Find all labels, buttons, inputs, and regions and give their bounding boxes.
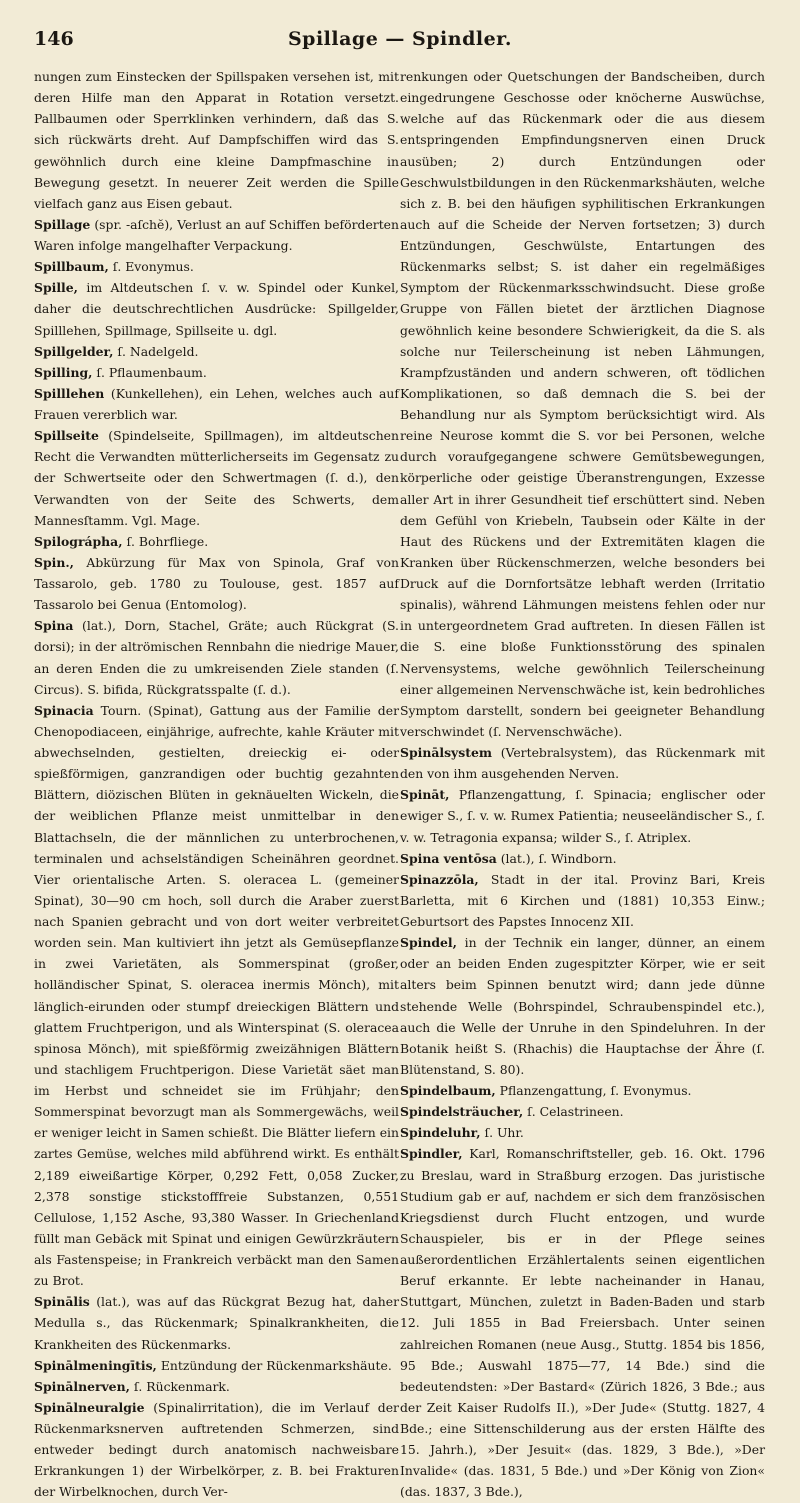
entry-text: im Altdeutschen ſ. v. w. Spindel oder Kunkel, daher die deutschrechtlichen Ausdrücke: Spillgelder, Spilllehen, Spillmage, Spillseite u. dgl. <box>34 280 399 338</box>
entry-headword: Spillseite <box>34 428 99 444</box>
dictionary-entry <box>34 552 399 615</box>
entry-headword: Spindelbaum, <box>400 1083 496 1098</box>
entry-text: (spr. -aſchĕ), Verlust an auf Schiffen beförderten Waren infolge mangelhafter Verpackung. <box>34 216 399 253</box>
entry-headword: Spinālneuralgie <box>34 1399 145 1415</box>
dictionary-entry <box>400 848 765 869</box>
dictionary-entry <box>34 1291 399 1354</box>
dictionary-entry <box>34 1355 399 1376</box>
dictionary-entry <box>34 615 399 700</box>
dictionary-entry <box>400 1143 765 1502</box>
running-title: Spillage — Spindler. <box>287 28 513 50</box>
dictionary-entry <box>34 256 399 277</box>
right-column <box>400 66 765 1503</box>
entry-headword: Spillage <box>34 216 91 232</box>
entry-headword: Spindeluhr, <box>400 1125 481 1141</box>
entry-text: Entzündung der Rückenmarkshäute. <box>156 1357 392 1373</box>
entry-text: Abkürzung für Max von Spinola, Graf von Tassarolo, geb. 1780 zu Toulouse, gest. 1857 auf Tassarolo bei Genua (Entomolog). <box>34 554 399 613</box>
dictionary-entry <box>34 383 399 425</box>
entry-headword: Spille, <box>34 280 78 296</box>
page-number: 146 <box>34 28 74 50</box>
page-header <box>34 28 766 58</box>
continued-text <box>400 66 765 742</box>
entry-text: (Kunkellehen), ein Lehen, welches auch auf Frauen vererblich war. <box>34 385 399 422</box>
entry-text: ſ. Evonymus. <box>108 259 194 275</box>
dictionary-entry <box>400 742 765 784</box>
dictionary-entry <box>34 700 399 1292</box>
entry-headword: Spina ventōsa <box>400 850 497 866</box>
entry-headword: Spin., <box>34 554 74 570</box>
entry-headword: Spillgelder, <box>34 343 114 359</box>
entry-headword: Spināt, <box>400 787 450 803</box>
dictionary-entry <box>34 277 399 340</box>
dictionary-entry <box>34 214 399 256</box>
dictionary-entry <box>400 1101 765 1122</box>
entry-headword: Spindler, <box>400 1146 463 1162</box>
entry-text: Stadt in der ital. Provinz Bari, Kreis Barletta, mit 6 Kirchen und (1881) 10,353 Einw.; Geburtsort des Papstes Innocenz XII. <box>400 871 765 929</box>
entry-headword: Spinālmeningītis, <box>34 1357 157 1373</box>
entry-text: Karl, Romanschriftsteller, geb. 16. Okt. 1796 zu Breslau, ward in Straßburg erzogen. Das juristische Studium gab er auf, nachdem er sich dem französischen Kriegsdienst durch Flucht entzogen, und wurde Schauspieler, bis er in der Pflege seines außerordentlichen Erzählertalents seinen eigentlichen Beruf erkannte. Er lebte nacheinander in Hanau, Stuttgart, München, zuletzt in Baden-Baden und starb 12. Juli 1855 in Bad Freiersbach. Unter seinen zahlreichen Romanen (neue Ausg., Stuttg. 1854 bis 1856, 95 Bde.; Auswahl 1875—77, 14 Bde.) sind die bedeutendsten: »Der Bastard« (Zürich 1826, 3 Bde.; aus der Zeit Kaiser Rudolfs II.), »Der Jude« (Stuttg. 1827, 4 Bde.; eine Sittenschilderung aus der ersten Hälfte des 15. Jahrh.), »Der Jesuit« (das. 1829, 3 Bde.), »Der Invalide« (das. 1831, 5 Bde.) und »Der König von Zion« (das. 1837, 3 Bde.), <box>400 1146 765 1500</box>
entry-text: (Spinalirritation), die im Verlauf der Rückenmarksnerven auftretenden Schmerzen, sind entweder bedingt durch anatomisch nachweisbare Erkrankungen 1) der Wirbelkörper, z. B. bei Frakturen der Wirbelknochen, durch Ver- <box>34 1399 399 1500</box>
entry-headword: Spinacia <box>34 702 94 718</box>
entry-text: ſ. Celastrineen. <box>523 1104 624 1120</box>
entry-text: (Vertebralsystem), das Rückenmark mit den von ihm ausgehenden Nerven. <box>400 745 765 782</box>
entry-headword: Spindel, <box>400 935 457 951</box>
dictionary-entry <box>34 341 399 362</box>
dictionary-entry <box>34 1376 399 1397</box>
entry-headword: Spindelsträucher, <box>400 1104 524 1120</box>
entry-text: ſ. Pflaumenbaum. <box>92 364 207 380</box>
entry-text: (lat.), Dorn, Stachel, Gräte; auch Rückgrat (S. dorsi); in der altrömischen Rennbahn die niedrige Mauer, an deren Enden die zu umkreisenden Ziele standen (ſ. Circus). S. bifida, Rückgratsspalte (ſ. d.). <box>34 618 399 697</box>
dictionary-entry <box>400 932 765 1080</box>
entry-headword: Spinālis <box>34 1294 90 1310</box>
entry-text: ſ. Uhr. <box>480 1125 524 1141</box>
entry-text: nungen zum Einstecken der Spillspaken versehen ist, mit deren Hilfe man den Apparat in Rotation versetzt. Pallbaumen oder Sperrklinken verhindern, daß das S. sich rückwärts dreht. Auf Dampfschiffen wird das S. gewöhnlich durch eine kleine Dampfmaschine in Bewegung gesetzt. In neuerer Zeit werden die Spille vielfach ganz aus Eisen gebaut. <box>34 69 399 211</box>
entry-headword: Spilográpha, <box>34 533 123 549</box>
entry-headword: Spilllehen <box>34 385 105 401</box>
entry-headword: Spina <box>34 618 74 634</box>
dictionary-entry <box>400 1122 765 1143</box>
entry-text: ſ. Bohrfliege. <box>122 533 209 549</box>
left-column <box>34 66 399 1503</box>
entry-text: Tourn. (Spinat), Gattung aus der Familie der Chenopodiaceen, einjährige, aufrechte, kahle Kräuter mit abwechselnden, gestielten, dreieckig ei- oder spießförmigen, ganzrandigen oder buchtig gezahnten Blättern, diözischen Blüten in geknäuelten Wickeln, die der weiblichen Pflanze meist unmittelbar in den Blattachseln, die der männlichen zu unterbrochenen, terminalen und achselständigen Scheinähren geordnet. Vier orientalische Arten. S. oleracea L. (gemeiner Spinat), 30—90 cm hoch, soll durch die Araber zuerst nach Spanien gebracht und von dort weiter verbreitet worden sein. Man kultiviert ihn jetzt als Gemüsepflanze in zwei Varietäten, als Sommerspinat (großer, holländischer Spinat, S. oleracea inermis Mönch), mit länglich-eirunden oder stumpf dreieckigen Blättern und glattem Fruchtperigon, und als Winterspinat (S. oleracea spinosa Mönch), mit spießförmig zweizähnigen Blättern und stachligem Fruchtperigon. Diese Varietät säet man im Herbst und schneidet sie im Frühjahr; den Sommerspinat bevorzugt man als Sommergewächs, weil er weniger leicht in Samen schießt. Die Blätter liefern ein zartes Gemüse, welches mild abführend wirkt. Es enthält 2,189 eiweißartige Körper, 0,292 Fett, 0,058 Zucker, 2,378 sonstige stickstofffreie Substanzen, 0,551 Cellulose, 1,152 Asche, 93,380 Wasser. In Griechenland füllt man Gebäck mit Spinat und einigen Gewürzkräutern als Fastenspeise; in Frankreich verbäckt man den Samen zu Brot. <box>34 702 399 1289</box>
entry-headword: Spilling, <box>34 364 93 380</box>
entry-text: ſ. Nadelgeld. <box>113 343 199 359</box>
entry-text: renkungen oder Quetschungen der Bandscheiben, durch eingedrungene Geschosse oder knöcherne Auswüchse, welche auf das Rückenmark oder die aus diesem entspringenden Empfindungsnerven einen Druck ausüben; 2) durch Entzündungen oder Geschwulstbildungen in den Rückenmarkshäuten, welche sich z. B. bei den häufigen syphilitischen Erkrankungen auch auf die Scheide der Nerven fortsetzen; 3) durch Entzündungen, Geschwülste, Entartungen des Rückenmarks selbst; S. ist daher ein regelmäßiges Symptom der Rückenmarksschwindsucht. Diese große Gruppe von Fällen bietet der ärztlichen Diagnose gewöhnlich keine besondere Schwierigkeit, da die S. als solche nur Teilerscheinung ist neben Lähmungen, Krampfzuständen und andern schweren, oft tödlichen Komplikationen, so daß demnach die S. bei der Behandlung nur als Symptom berücksichtigt wird. Als reine Neurose kommt die S. vor bei Personen, welche durch voraufgegangene schwere Gemütsbewegungen, körperliche oder geistige Überanstrengungen, Exzesse aller Art in ihrer Gesundheit tief erschüttert sind. Neben dem Gefühl von Kriebeln, Taubsein oder Kälte in der Haut des Rückens und der Extremitäten klagen die Kranken über Rückenschmerzen, welche besonders bei Druck auf die Dornfortsätze lebhaft werden (Irritatio spinalis), während Lähmungen meistens fehlen oder nur in untergeordnetem Grad auftreten. In diesen Fällen ist die S. eine bloße Funktionsstörung des spinalen Nervensystems, welche gewöhnlich Teilerscheinung einer allgemeinen Nervenschwäche ist, kein bedrohliches Symptom darstellt, sondern bei geeigneter Behandlung verschwindet (ſ. Nervenschwäche). <box>400 69 765 739</box>
entry-text: in der Technik ein langer, dünner, an einem oder an beiden Enden zugespitzter Körper, wie er seit alters beim Spinnen benutzt wird; dann jede dünne stehende Welle (Bohrspindel, Schraubenspindel etc.), auch die Welle der Unruhe in den Spindeluhren. In der Botanik heißt S. (Rhachis) die Hauptachse der Ähre (ſ. Blütenstand, S. 80). <box>400 935 765 1077</box>
entry-text: (lat.), was auf das Rückgrat Bezug hat, daher Medulla s., das Rückenmark; Spinalkrankheiten, die Krankheiten des Rückenmarks. <box>34 1294 399 1352</box>
entry-text: (lat.), ſ. Windborn. <box>496 850 617 866</box>
dictionary-entry <box>400 869 765 932</box>
entry-headword: Spillbaum, <box>34 259 109 275</box>
entry-text: (Spindelseite, Spillmagen), im altdeutschen Recht die Verwandten mütterlicherseits im Gegensatz zu der Schwertseite oder den Schwertmagen (ſ. d.), den Verwandten von der Seite des Schwerts, dem Mannesſtamm. Vgl. Mage. <box>34 428 399 528</box>
dictionary-entry <box>400 784 765 847</box>
continued-text <box>34 66 399 214</box>
dictionary-entry <box>34 1397 399 1503</box>
dictionary-entry <box>400 1080 765 1101</box>
entry-text: ſ. Rückenmark. <box>129 1378 230 1394</box>
entry-text: Pflanzengattung, ſ. Spinacia; englischer oder ewiger S., ſ. v. w. Rumex Patientia; neuseeländischer S., ſ. v. w. Tetragonia expansa; wilder S., ſ. Atriplex. <box>400 787 765 845</box>
dictionary-entry <box>34 425 399 531</box>
entry-text: Pflanzengattung, ſ. Evonymus. <box>495 1083 692 1098</box>
dictionary-entry <box>34 362 399 383</box>
entry-headword: Spinazzōla, <box>400 871 479 887</box>
entry-headword: Spinālnerven, <box>34 1378 130 1394</box>
dictionary-entry <box>34 531 399 552</box>
entry-headword: Spinālsystem <box>400 745 492 760</box>
